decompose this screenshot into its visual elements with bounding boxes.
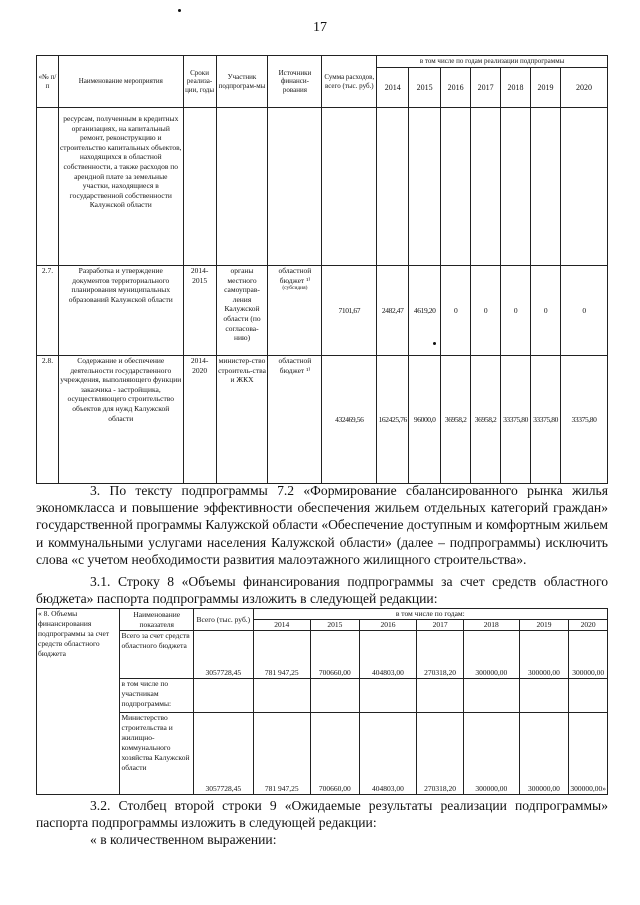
row-name: Разработка и утверждение документов территориального планирования муниципальных образований Калужской области bbox=[58, 266, 183, 356]
year-value: 270318,20 bbox=[417, 713, 464, 795]
col-header-name: Наименование мероприятия bbox=[58, 56, 183, 108]
col-header-participant: Участник подпрограм-мы bbox=[216, 56, 268, 108]
col-header-term: Сроки реализа-ции, годы bbox=[183, 56, 216, 108]
year-value: 0 bbox=[501, 266, 531, 356]
activities-table bbox=[36, 55, 608, 484]
year-header: 2018 bbox=[501, 68, 531, 108]
year-header: 2019 bbox=[519, 620, 569, 631]
continuation-text: ресурсам, полученным в кредитных организациях, на капитальный ремонт, реконструкцию и строительство капитальных объектов, находящихся в областной собственности, а также расходов по арендной плате за земельные участки, находящиеся в государственной собственности Калужской области bbox=[58, 108, 183, 266]
row-source: областной бюджет ¹⁾ bbox=[278, 266, 312, 285]
year-header: 2020 bbox=[561, 68, 608, 108]
year-value: 0 bbox=[471, 266, 501, 356]
row-participant: министер-ство строитель-ства и ЖКХ bbox=[216, 356, 268, 484]
year-value: 33375,80 bbox=[531, 356, 561, 484]
year-header: 2017 bbox=[417, 620, 464, 631]
header-row-top bbox=[37, 56, 608, 68]
row-label: Министерство строительства и жилищно-коммунального хозяйства Калужской области bbox=[120, 713, 194, 795]
col-header-sources: Источники финанси-рования bbox=[268, 56, 322, 108]
year-header: 2014 bbox=[377, 68, 409, 108]
year-value: 300000,00 bbox=[569, 631, 608, 679]
row-sum: 432469,56 bbox=[322, 356, 377, 484]
year-value: 300000,00» bbox=[569, 713, 608, 795]
row-total: 3057728,45 bbox=[194, 631, 254, 679]
year-value: 33375,80 bbox=[501, 356, 531, 484]
col-header-by-years: в том числе по годам реализации подпрограммы bbox=[377, 56, 608, 68]
year-header: 2019 bbox=[531, 68, 561, 108]
year-header: 2016 bbox=[441, 68, 471, 108]
year-value: 36958,2 bbox=[471, 356, 501, 484]
year-value: 781 947,25 bbox=[253, 631, 310, 679]
year-value: 404803,00 bbox=[359, 631, 417, 679]
table-row-continuation bbox=[37, 108, 608, 266]
year-header: 2015 bbox=[409, 68, 441, 108]
year-value: 700660,00 bbox=[310, 713, 359, 795]
row-num: 2.8. bbox=[37, 356, 59, 484]
row-sum: 7101,67 bbox=[322, 266, 377, 356]
col-header-by-years: в том числе по годам: bbox=[253, 609, 607, 620]
year-header: 2018 bbox=[464, 620, 520, 631]
year-value: 781 947,25 bbox=[253, 713, 310, 795]
table-row bbox=[37, 631, 608, 679]
year-value: 96000,0 bbox=[409, 356, 441, 484]
row-term: 2014-2020 bbox=[183, 356, 216, 484]
paragraph-3-1: 3.1. Строку 8 «Объемы финансирования подпрограммы за счет средств областного бюджета» паспорта подпрограммы изложить в следующей редакции: bbox=[36, 574, 608, 607]
year-value: 33375,80 bbox=[561, 356, 608, 484]
row-num: 2.7. bbox=[37, 266, 59, 356]
year-value: 0 bbox=[441, 266, 471, 356]
paragraph-3: 3. По тексту подпрограммы 7.2 «Формирование сбалансированного рынка жилья экономкласса и повышение эффективности обеспечения жильем отдельных категорий граждан» государственной программы Калужской области «Обеспечение доступным и комфортным жильем и коммунальными услугами населения Калужской области» (далее – подпрограммы) исключить слова «с учетом необходимости развития малоэтажного жилищного строительства». bbox=[36, 483, 608, 567]
year-value: 300000,00 bbox=[464, 631, 520, 679]
year-value: 162425,76 bbox=[377, 356, 409, 484]
year-header: 2014 bbox=[253, 620, 310, 631]
year-header: 2020 bbox=[569, 620, 608, 631]
scan-dot bbox=[178, 9, 181, 12]
year-value: 300000,00 bbox=[519, 713, 569, 795]
row-source: областной бюджет ¹⁾ bbox=[268, 356, 322, 484]
year-value: 36958,2 bbox=[441, 356, 471, 484]
col-header-num: «№ п/п bbox=[37, 56, 59, 108]
col-header-sum: Сумма расходов, всего (тыс. руб.) bbox=[322, 56, 377, 108]
col-header-indicator: Наименование показателя bbox=[120, 609, 194, 631]
year-value: 0 bbox=[531, 266, 561, 356]
year-value: 4619,20 bbox=[409, 266, 441, 356]
page-number: 17 bbox=[313, 20, 327, 35]
table-row bbox=[37, 713, 608, 795]
year-value: 300000,00 bbox=[464, 713, 520, 795]
paragraph-quantitative: « в количественном выражении: bbox=[90, 832, 277, 847]
row-total: 3057728,45 bbox=[194, 713, 254, 795]
table-row bbox=[37, 679, 608, 713]
year-header: 2016 bbox=[359, 620, 417, 631]
row-participant: органы местного самоуправ-ления Калужской области (по согласова-нию) bbox=[216, 266, 268, 356]
col-header-total: Всего (тыс. руб.) bbox=[194, 609, 254, 631]
table-row bbox=[37, 356, 608, 484]
year-value: 300000,00 bbox=[519, 631, 569, 679]
row-term: 2014-2015 bbox=[183, 266, 216, 356]
year-value: 270318,20 bbox=[417, 631, 464, 679]
year-header: 2017 bbox=[471, 68, 501, 108]
row-label: в том числе по участникам подпрограммы: bbox=[120, 679, 194, 713]
paragraph-3-2: 3.2. Столбец второй строки 9 «Ожидаемые результаты реализации подпрограммы» паспорта подпрограммы изложить в следующей редакции: bbox=[36, 798, 608, 831]
row-label: Всего за счет средств областного бюджета bbox=[120, 631, 194, 679]
row-source-note: (субсидия) bbox=[282, 285, 308, 292]
header-row-top bbox=[37, 609, 608, 620]
year-header: 2015 bbox=[310, 620, 359, 631]
scan-mark bbox=[433, 342, 436, 345]
row-name: Содержание и обеспечение деятельности государственного учреждения, выполняющего функции заказчика - застройщика, осуществляющего строительство объектов для нужд Калужской области bbox=[58, 356, 183, 484]
row-title: « 8. Объемы финансирования подпрограммы за счет средств областного бюджета bbox=[37, 609, 120, 795]
year-value: 0 bbox=[561, 266, 608, 356]
year-value: 404803,00 bbox=[359, 713, 417, 795]
year-value: 2482,47 bbox=[377, 266, 409, 356]
year-value: 700660,00 bbox=[310, 631, 359, 679]
financing-table bbox=[36, 608, 608, 795]
table-row bbox=[37, 266, 608, 356]
